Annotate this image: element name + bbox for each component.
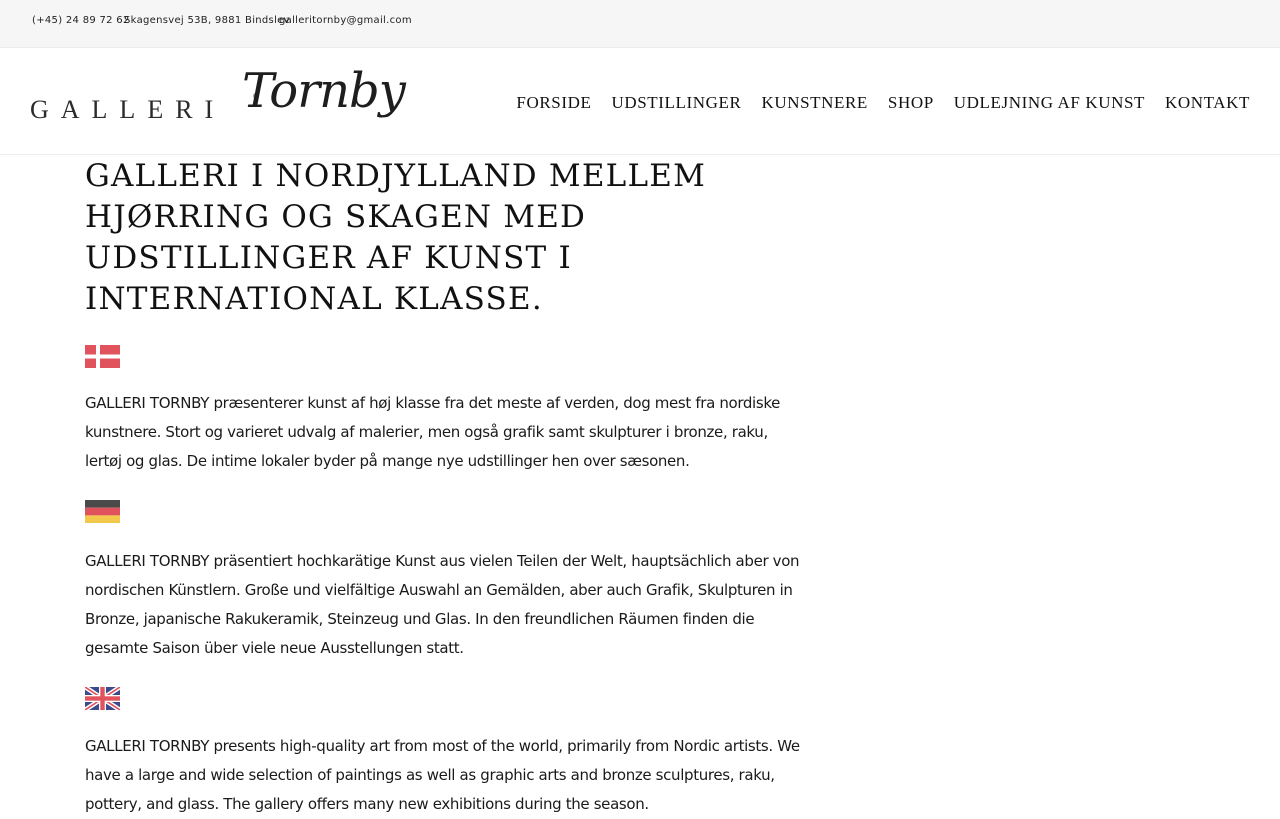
german-flag-icon (85, 500, 120, 523)
british-flag-icon (85, 687, 120, 710)
logo-word-galleri: GALLERI (30, 95, 226, 124)
topbar-phone[interactable]: (+45) 24 89 72 62 (32, 15, 130, 26)
description-danish: GALLERI TORNBY præsenterer kunst af høj klasse fra det meste af verden, dog mest fra nordiske kunstnere. Stort og varieret udvalg af malerier, men også grafik samt skulpturer i bronze, raku, lertøj og glas. De intime lokaler byder på mange nye udstillinger hen over sæsonen. (85, 394, 781, 470)
description-german: GALLERI TORNBY präsentiert hochkarätige Kunst aus vielen Teilen der Welt, hauptsächlich aber von nordischen Künstlern. Große und vielfältige Auswahl an Gemälden, aber auch Grafik, Skulpturen in Bronze, japanische Rakukeramik, Steinzeug und Glas. In den freundlichen Räumen finden die gesamte Saison über viele neue Ausstellungen statt. (85, 552, 800, 657)
main-nav (496, 93, 1250, 113)
main-content (85, 156, 805, 819)
page-headline: GALLERI I NORDJYLLAND MELLEM HJØRRING OG SKAGEN MED UDSTILLINGER AF KUNST I INTERNATIONAL KLASSE. (85, 158, 707, 317)
nav-item-kunstnere[interactable]: KUNSTNERE (761, 93, 868, 112)
nav-item-forside[interactable]: FORSIDE (516, 93, 592, 112)
nav-item-shop[interactable]: SHOP (887, 93, 934, 112)
description-english: GALLERI TORNBY presents high-quality art from most of the world, primarily from Nordic artists. We have a large and wide selection of paintings as well as graphic arts and bronze sculptures, raku, pottery, and glass. The gallery offers many new exhibitions during the season. (85, 737, 800, 813)
nav-item-udstillinger[interactable]: UDSTILLINGER (611, 93, 742, 112)
nav-item-kontakt[interactable]: KONTAKT (1165, 93, 1250, 112)
logo-word-tornby: Tornby (242, 63, 405, 119)
danish-flag-icon (85, 345, 120, 368)
contact-topbar (0, 0, 1280, 48)
site-logo[interactable] (30, 63, 405, 139)
topbar-address: Skagensvej 53B, 9881 Bindslev (124, 15, 290, 26)
topbar-email[interactable]: galleritornby@gmail.com (279, 15, 412, 26)
nav-item-udlejning-af-kunst[interactable]: UDLEJNING AF KUNST (953, 93, 1145, 112)
site-header (0, 49, 1280, 155)
